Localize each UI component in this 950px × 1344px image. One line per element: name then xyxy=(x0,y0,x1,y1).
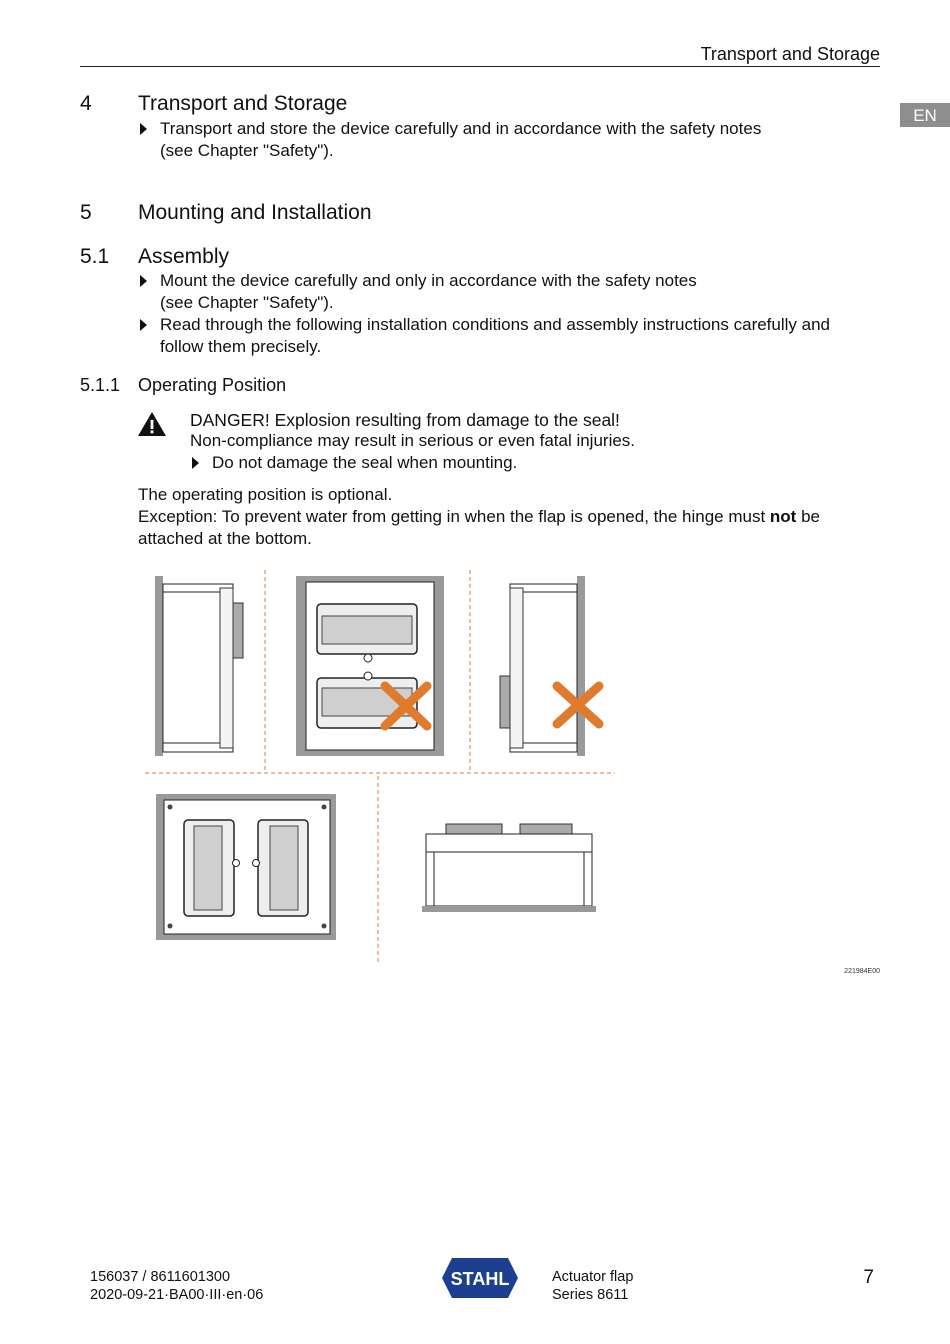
section-4-bullet-line1: Transport and store the device carefully and in accordance with the safety notes xyxy=(160,119,762,138)
header-rule xyxy=(80,66,880,67)
bullet-arrow-icon xyxy=(192,457,199,469)
section-5-1-bullet2-line1: Read through the following installation conditions and assembly instructions carefully and xyxy=(160,315,830,334)
section-5-1-title: Assembly xyxy=(138,245,230,268)
section-5-1-number: 5.1 xyxy=(80,245,110,268)
warning-triangle-icon xyxy=(137,411,167,437)
section-5-1-bullet1-line1: Mount the device carefully and only in accordance with the safety notes xyxy=(160,271,697,290)
footer-series: Series 8611 xyxy=(552,1287,629,1303)
side-view-incorrect xyxy=(500,576,585,756)
section-4-bullet-line2: (see Chapter "Safety"). xyxy=(160,141,334,160)
language-tab: EN xyxy=(900,103,950,127)
side-view-horizontal xyxy=(422,824,596,912)
bullet-arrow-icon xyxy=(140,319,147,331)
figure-id: 221984E00 xyxy=(844,968,880,975)
front-view-horizontal xyxy=(156,794,336,940)
operating-position-para2-cont: attached at the bottom. xyxy=(138,529,312,548)
section-5-1-1-title: Operating Position xyxy=(138,375,287,395)
danger-headline: DANGER! Explosion resulting from damage to the seal! xyxy=(190,410,620,430)
section-5-number: 5 xyxy=(80,201,92,224)
para2-text-b: be xyxy=(796,507,820,526)
section-5-1-bullet1-line2: (see Chapter "Safety"). xyxy=(160,293,334,312)
operating-position-para1: The operating position is optional. xyxy=(138,485,393,504)
logo-text: STAHL xyxy=(450,1269,510,1289)
section-4-number: 4 xyxy=(80,92,92,115)
operating-position-figure xyxy=(140,568,620,968)
footer-doc-code: 2020-09-21·BA00·III·en·06 xyxy=(90,1287,264,1303)
section-4-title: Transport and Storage xyxy=(138,92,348,115)
para2-text-a: Exception: To prevent water from getting in when the flap is opened, the hinge must xyxy=(138,507,770,526)
page-number: 7 xyxy=(863,1267,874,1288)
front-view-hinge-bottom xyxy=(296,576,444,756)
bullet-arrow-icon xyxy=(140,275,147,287)
footer-product: Actuator flap xyxy=(552,1269,634,1285)
stahl-logo xyxy=(440,1256,520,1300)
running-header: Transport and Storage xyxy=(700,44,880,64)
operating-position-para2 xyxy=(138,506,898,528)
para2-emphasis: not xyxy=(769,507,797,526)
section-5-1-bullet2-line2: follow them precisely. xyxy=(160,337,322,356)
side-view-correct xyxy=(155,576,243,756)
danger-text: Non-compliance may result in serious or even fatal injuries. xyxy=(190,431,636,450)
section-5-title: Mounting and Installation xyxy=(138,201,372,224)
danger-action: Do not damage the seal when mounting. xyxy=(212,453,518,472)
section-5-1-1-number: 5.1.1 xyxy=(80,375,121,395)
footer-doc-number: 156037 / 8611601300 xyxy=(90,1269,231,1285)
bullet-arrow-icon xyxy=(140,123,147,135)
